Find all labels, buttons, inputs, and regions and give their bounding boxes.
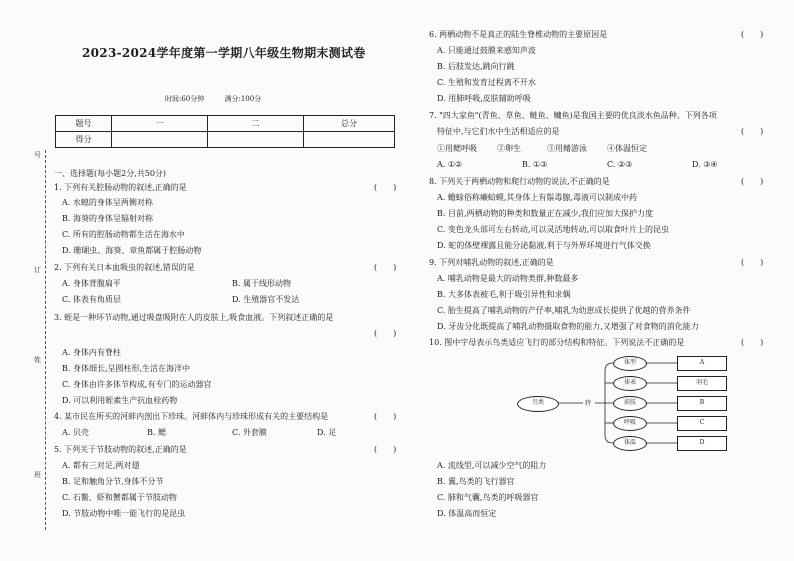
diagram-item: 前肢 — [613, 396, 647, 411]
question-4 — [54, 412, 397, 422]
answer-blank[interactable]: ( ) — [374, 445, 397, 454]
question-3 — [54, 313, 394, 323]
diagram-item: 体温 — [613, 436, 647, 451]
option: B. 翼,鸟类的飞行器官 — [437, 477, 515, 486]
option: D. 节肢动物中唯一能飞行的是昆虫 — [62, 509, 186, 518]
option: B. 属于线形动物 — [232, 279, 291, 288]
score-cell[interactable] — [304, 132, 395, 148]
question-stem: 4. 某市民在所买的河蚌内剖出下珍珠。河蚌体内与珍珠形成有关的主要结构是 — [54, 412, 329, 421]
question-5 — [54, 445, 397, 455]
table-cell: 二 — [208, 116, 304, 132]
answer-blank[interactable]: ( ) — [741, 177, 764, 186]
option: B. 后肢发达,跳向行跳 — [437, 62, 515, 71]
option: A. 贝壳 — [62, 428, 89, 437]
option: C. 身体由许多体节构成,有专门的运动器官 — [62, 380, 212, 389]
statement: ④体温恒定 — [607, 144, 647, 153]
statement: ②卵生 — [497, 144, 521, 153]
table-cell: 题号 — [56, 116, 112, 132]
binding-margin — [32, 0, 46, 561]
diagram-target: C — [677, 416, 727, 431]
table-row — [56, 132, 395, 148]
option: B. 大多体表被毛,利于吸引异性和求偶 — [437, 290, 571, 299]
option: D. 体温高而恒定 — [437, 509, 497, 518]
option: B. 海葵的身体呈辐射对称 — [62, 214, 153, 223]
binding-mark: 姓 — [34, 356, 41, 364]
option: B. 鳃 — [147, 428, 166, 437]
option: D. 珊瑚虫、海葵、章鱼都属于腔肠动物 — [62, 246, 202, 255]
option: A. 水螅的身体呈两侧对称 — [62, 198, 153, 207]
option: D. ③④ — [692, 160, 718, 169]
option: C. 外套膜 — [232, 428, 267, 437]
option: A. 流线型,可以减少空气的阻力 — [437, 461, 547, 470]
option: A. 蟾蜍俗称癞蛤蟆,其身体上有鬃毒腺,毒液可以制成中药 — [437, 193, 637, 202]
answer-blank[interactable]: ( ) — [374, 329, 397, 338]
diagram-item: 体表 — [613, 376, 647, 391]
option: D. 生殖器官不发达 — [232, 295, 300, 304]
diagram-target: D — [677, 436, 727, 451]
question-stem: 3. 蛭是一种环节动物,通过吸盘吸附在人的皮肤上,吸食血液。下列叙述正确的是 — [54, 313, 334, 322]
question-stem: 特征中,与它们水中生活相适应的是 — [437, 127, 560, 136]
option: D. 牙齿分化既提高了哺乳动物摄取食物的能力,又增强了对食物的消化能力 — [437, 322, 699, 331]
option: C. 体表有角质层 — [62, 295, 121, 304]
diagram-item: 呼吸 — [613, 416, 647, 431]
question-stem: 9. 下列对哺乳动物的叙述,正确的是 — [429, 258, 554, 267]
table-row — [56, 116, 395, 132]
question-7 — [429, 111, 779, 121]
question-stem: 6. 两栖动物不是真正的陆生脊椎动物的主要原因是 — [429, 30, 608, 39]
option: C. ②③ — [607, 160, 633, 169]
question-stem: 8. 下列关于两栖动物和爬行动物的说法,不正确的是 — [429, 177, 610, 186]
option: B. 目前,两栖动物的种类和数量正在减少,我们应加大保护力度 — [437, 209, 654, 218]
question-2 — [54, 263, 397, 273]
answer-blank[interactable]: ( ) — [741, 127, 764, 136]
section-heading: 一、选择题(每小题2分,共50分) — [54, 169, 167, 178]
option: A. 身体背腹扁平 — [62, 279, 121, 288]
answer-blank[interactable]: ( ) — [374, 263, 397, 272]
diagram-item: 体型 — [613, 356, 647, 371]
question-stem: 5. 下列关于节肢动物的叙述,正确的是 — [54, 445, 187, 454]
option: B. 足和触角分节,身体不分节 — [62, 477, 164, 486]
answer-blank[interactable]: ( ) — [741, 258, 764, 267]
option: D. 可以利用蛭素生产抗血栓药物 — [62, 396, 178, 405]
diagram-root: 鸟类 — [517, 396, 559, 412]
binding-mark: 号 — [34, 151, 41, 159]
option: B. ①③ — [522, 160, 548, 169]
exam-total-score: 满分:100分 — [224, 95, 262, 103]
score-cell[interactable] — [208, 132, 304, 148]
question-7-line2 — [437, 127, 779, 137]
answer-blank[interactable]: ( ) — [374, 412, 397, 421]
binding-mark: 班 — [34, 471, 41, 479]
exam-time: 时间:60分钟 — [165, 95, 205, 103]
binding-mark: 订 — [34, 266, 41, 274]
option: C. 石鳖、虾和蟹都属于节肢动物 — [62, 493, 177, 502]
option: A. 只能通过鼓膜来感知声波 — [437, 46, 536, 55]
diagram-target: B — [677, 396, 727, 411]
answer-blank[interactable]: ( ) — [741, 338, 764, 347]
table-cell: 总分 — [304, 116, 395, 132]
option: D. 用肺呼吸,皮肤辅助呼吸 — [437, 94, 531, 103]
question-stem: 2. 下列有关日本血吸虫的叙述,错误的是 — [54, 263, 195, 272]
diagram-mid-label: 特 — [585, 400, 592, 407]
binding-line — [45, 150, 46, 530]
question-stem: 10. 图中字母表示鸟类适应飞行的部分结构和特征。下列说法不正确的是 — [429, 338, 685, 347]
statement: ③用鳍游泳 — [547, 144, 587, 153]
exam-meta — [165, 94, 279, 104]
option: C. 所有的腔肠动物都生活在海水中 — [62, 230, 185, 239]
answer-blank[interactable]: ( ) — [741, 30, 764, 39]
score-table — [55, 115, 395, 148]
statement: ①用鳃呼吸 — [437, 144, 477, 153]
option: C. 肺和气囊,鸟类的呼吸器官 — [437, 493, 539, 502]
question-8 — [429, 177, 779, 187]
option: C. 变色龙头部可左右转动,可以灵活地转动,可以取食叶片上的昆虫 — [437, 225, 670, 234]
question-9 — [429, 258, 779, 268]
option: B. 身体细长,呈圆柱形,生活在海洋中 — [62, 364, 191, 373]
option: C. 胎生提高了哺乳动物的产仔率,哺乳为幼崽成长提供了优越的营养条件 — [437, 306, 691, 315]
question-stem: 7. "四大家鱼"(青鱼、草鱼、鲢鱼、鳙鱼)是我国主要的优良淡水鱼品种。下列各项 — [429, 111, 717, 120]
question-1 — [54, 183, 397, 193]
score-cell[interactable] — [112, 132, 208, 148]
table-cell: 得分 — [56, 132, 112, 148]
option: D. 足 — [317, 428, 337, 437]
option: A. 都有三对足,两对翅 — [62, 461, 140, 470]
option: A. 哺乳动物是最大的动物类群,种数最多 — [437, 274, 579, 283]
diagram-target: A — [677, 356, 727, 371]
table-cell: 一 — [112, 116, 208, 132]
exam-title: 2023-2024学年度第一学期八年级生物期末测试卷 — [82, 46, 366, 60]
question-6 — [429, 30, 779, 40]
option: C. 生殖和发育过程离不开水 — [437, 78, 536, 87]
bird-structure-diagram — [495, 355, 755, 455]
question-stem: 1. 下列有关腔肠动物的叙述,正确的是 — [54, 183, 187, 192]
option: D. 蛇的体壁裸露且能分泌黏液,利于与外界环境进行气体交换 — [437, 241, 651, 250]
diagram-target: 羽毛 — [677, 376, 727, 391]
answer-blank[interactable]: ( ) — [374, 183, 397, 192]
option: A. 身体内有脊柱 — [62, 348, 121, 357]
question-10 — [429, 338, 779, 348]
option: A. ①② — [437, 160, 463, 169]
